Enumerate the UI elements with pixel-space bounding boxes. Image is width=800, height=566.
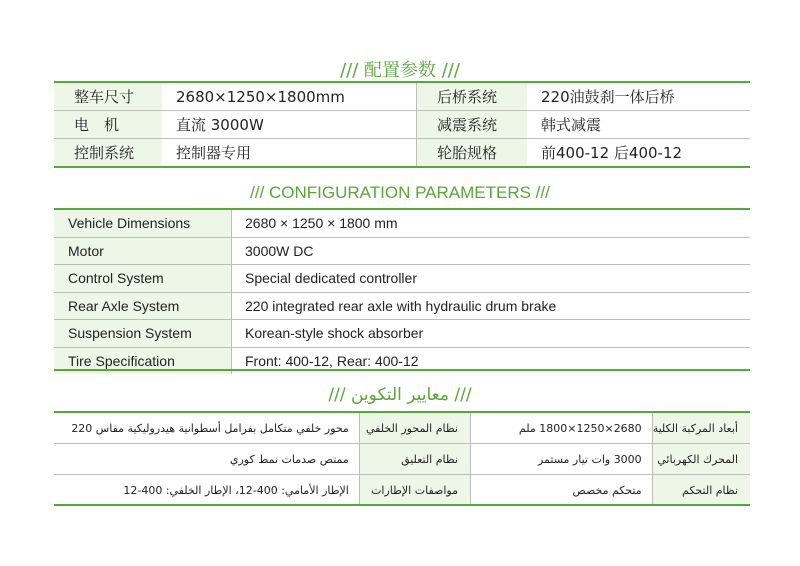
spec-value: 控制器专用: [162, 139, 417, 167]
section-title-chinese: /// 配置参数 ///: [340, 60, 460, 81]
spec-value: 2680 × 1250 × 1800 mm: [232, 210, 751, 237]
spec-label: 减震系统: [417, 111, 528, 139]
spec-value: 220油鼓刹一体后桥: [527, 83, 750, 111]
spec-label: نظام التحكم: [652, 475, 750, 506]
spec-value: محور خلفي متكامل بفرامل أسطوانية هيدروليكية مقاس 220: [54, 413, 359, 444]
spec-label: Motor: [54, 237, 232, 265]
spec-value: 2680×1250×1800 ملم: [470, 413, 652, 444]
spec-label: نظام المحور الخلفي: [359, 413, 470, 444]
spec-label: أبعاد المركبة الكلية: [652, 413, 750, 444]
spec-table-english: [54, 210, 750, 374]
table-row: [54, 237, 750, 265]
section-title-english: /// CONFIGURATION PARAMETERS ///: [250, 183, 550, 202]
spec-value: ممتص صدمات نمط كوري: [54, 444, 359, 475]
table-row: [54, 475, 750, 506]
divider-bottom: [54, 369, 750, 371]
table-row: [54, 320, 750, 348]
spec-table-chinese: [54, 83, 750, 166]
spec-table-arabic: [54, 413, 750, 505]
spec-label: 轮胎规格: [417, 139, 528, 167]
spec-value: Special dedicated controller: [232, 265, 751, 293]
table-row: [54, 413, 750, 444]
spec-label: Tire Specification: [54, 347, 232, 374]
spec-value: 3000W DC: [232, 237, 751, 265]
table-row: [54, 111, 750, 139]
section-title-arabic: /// معايير التكوين ///: [328, 385, 472, 405]
divider-bottom: [54, 166, 750, 168]
table-row: [54, 83, 750, 111]
spec-label: 电 机: [54, 111, 162, 139]
spec-value: Korean-style shock absorber: [232, 320, 751, 348]
divider-bottom: [54, 504, 750, 506]
spec-value: 直流 3000W: [162, 111, 417, 139]
spec-label: مواصفات الإطارات: [359, 475, 470, 506]
spec-label: Control System: [54, 265, 232, 293]
spec-value: 韩式减震: [527, 111, 750, 139]
table-row: [54, 210, 750, 237]
spec-label: 整车尺寸: [54, 83, 162, 111]
spec-value: 前400-12 后400-12: [541, 144, 683, 162]
spec-label: 控制系统: [54, 139, 162, 167]
spec-label: نظام التعليق: [359, 444, 470, 475]
table-row: [54, 139, 750, 167]
table-row: [54, 292, 750, 320]
spec-label: المحرك الكهربائي: [652, 444, 750, 475]
spec-label: 后桥系统: [417, 83, 528, 111]
spec-value: متحكم مخصص: [470, 475, 652, 506]
spec-value: 3000 وات تيار مستمر: [470, 444, 652, 475]
spec-label: Vehicle Dimensions: [54, 210, 232, 237]
table-row: [54, 444, 750, 475]
spec-value: 220 integrated rear axle with hydraulic drum brake: [232, 292, 751, 320]
spec-label: Rear Axle System: [54, 292, 232, 320]
table-row: [54, 265, 750, 293]
spec-label: Suspension System: [54, 320, 232, 348]
spec-value: Front: 400-12, Rear: 400-12: [245, 352, 419, 369]
spec-value: 2680×1250×1800mm: [162, 83, 417, 111]
spec-value: الإطار الأمامي: 400-12، الإطار الخلفي: 400-12: [54, 475, 359, 506]
